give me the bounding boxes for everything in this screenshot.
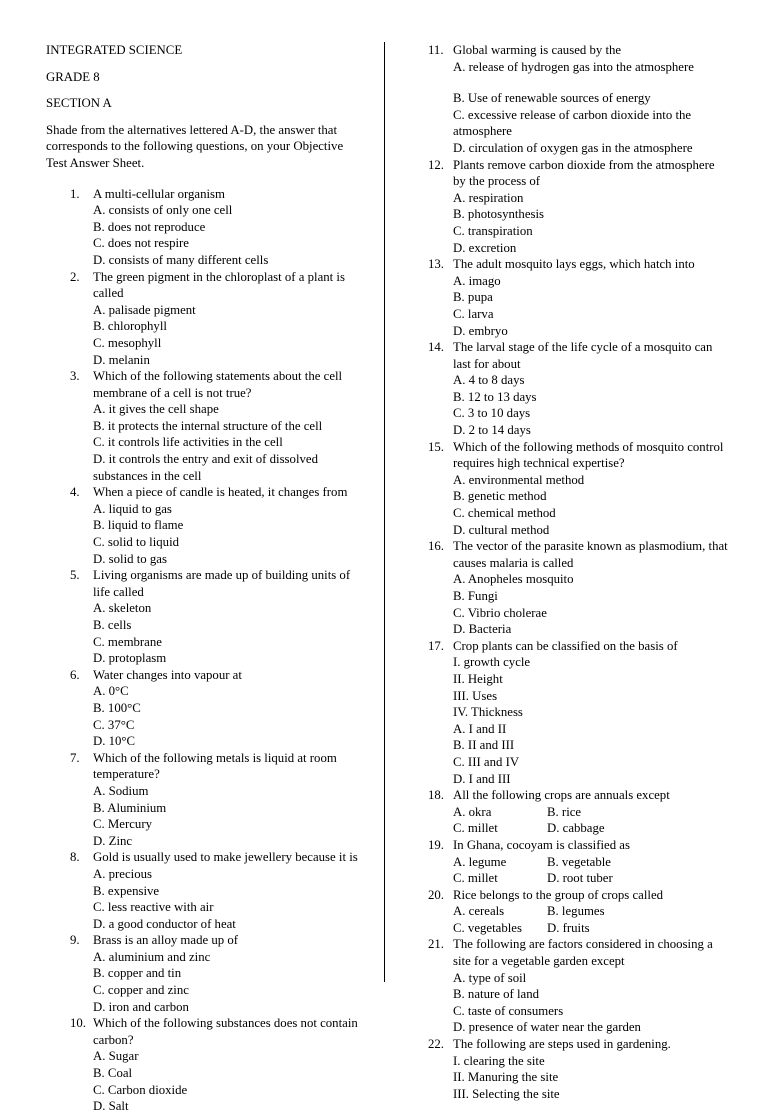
question-text: The adult mosquito lays eggs, which hatch into (453, 257, 695, 272)
answer-option: C. Mercury (93, 817, 152, 832)
question-7 (46, 750, 364, 850)
answer-option: D. embryo (453, 323, 508, 338)
answer-option: A. 0°C (93, 684, 129, 699)
answer-option: IV. Thickness (453, 705, 523, 720)
answer-option: A. imago (453, 273, 501, 288)
question-number: 14. (428, 340, 444, 355)
answer-option: B. Coal (93, 1066, 133, 1081)
question-text: Crop plants can be classified on the basis of (453, 638, 678, 653)
answer-option: A. respiration (453, 190, 524, 205)
answer-option: A. palisade pigment (93, 302, 196, 317)
answer-option: II. Manuring the site (453, 1070, 559, 1085)
answer-options (453, 804, 728, 837)
answer-option: A. 4 to 8 days (453, 373, 525, 388)
answer-option: C. chemical method (453, 506, 556, 521)
question-22 (428, 1036, 728, 1102)
answer-option: C. copper and zinc (93, 983, 189, 998)
question-2 (46, 269, 364, 369)
answer-option: D. protoplasm (93, 651, 167, 666)
question-text: A multi-cellular organism (93, 186, 225, 201)
answer-options (453, 273, 728, 339)
answer-option: D. root tuber (547, 871, 613, 886)
answer-option: C. less reactive with air (93, 900, 214, 915)
question-number: 1. (70, 186, 80, 201)
answer-options (93, 202, 364, 268)
answer-option: D. Zinc (93, 833, 133, 848)
question-number: 17. (428, 638, 444, 653)
answer-option: D. excretion (453, 240, 517, 255)
question-text: Water changes into vapour at (93, 667, 242, 682)
question-number: 9. (70, 933, 80, 948)
answer-options (453, 1053, 728, 1103)
answer-option: D. it controls the entry and exit of dissolved substances in the cell (93, 452, 318, 483)
question-number: 21. (428, 937, 444, 952)
answer-option: B. legumes (547, 904, 605, 919)
answer-option: B. II and III (453, 738, 515, 753)
question-number: 4. (70, 485, 80, 500)
question-5 (46, 567, 364, 667)
answer-option: C. Vibrio cholerae (453, 605, 547, 620)
left-column (46, 42, 364, 1115)
answer-option: B. genetic method (453, 489, 547, 504)
answer-option: D. fruits (547, 920, 590, 935)
answer-option: I. clearing the site (453, 1053, 545, 1068)
question-list-right (428, 42, 728, 1102)
answer-option: D. 2 to 14 days (453, 423, 531, 438)
question-number: 2. (70, 269, 80, 284)
answer-option: D. consists of many different cells (93, 252, 269, 267)
answer-option: C. solid to liquid (93, 535, 180, 550)
question-number: 5. (70, 568, 80, 583)
question-text: The vector of the parasite known as plasmodium, that causes malaria is called (453, 539, 728, 570)
question-number: 19. (428, 837, 444, 852)
question-number: 7. (70, 750, 80, 765)
question-1 (46, 186, 364, 269)
question-text: Which of the following methods of mosquito control requires high technical expertise? (453, 439, 724, 471)
question-number: 13. (428, 257, 444, 272)
question-number: 18. (428, 788, 444, 803)
answer-option: I. growth cycle (453, 655, 531, 670)
right-column (428, 42, 728, 1102)
answer-option: B. photosynthesis (453, 207, 545, 222)
answer-option: A. legume (453, 854, 507, 869)
answer-option: B. copper and tin (93, 966, 182, 981)
answer-options (453, 190, 728, 256)
answer-option: B. expensive (93, 883, 160, 898)
answer-option: B. does not reproduce (93, 219, 206, 234)
question-9 (46, 932, 364, 1015)
question-number: 22. (428, 1037, 444, 1052)
answer-option: A. Anopheles mosquito (453, 572, 574, 587)
question-6 (46, 667, 364, 750)
spacer (453, 75, 728, 90)
answer-option: C. it controls life activities in the cell (93, 435, 283, 450)
answer-option: D. presence of water near the garden (453, 1020, 641, 1035)
question-11 (428, 42, 728, 157)
answer-option: A. it gives the cell shape (93, 402, 219, 417)
answer-option: C. vegetables (453, 920, 522, 935)
answer-option: B. 12 to 13 days (453, 389, 537, 404)
answer-option: A. environmental method (453, 472, 585, 487)
answer-options (453, 571, 728, 637)
question-number: 6. (70, 667, 80, 682)
answer-option: B. vegetable (547, 854, 611, 869)
question-number: 11. (428, 43, 444, 57)
answer-option: A. okra (453, 804, 492, 819)
answer-options (453, 903, 728, 936)
answer-option: C. III and IV (453, 754, 520, 769)
answer-option: D. I and III (453, 771, 511, 786)
answer-option: C. membrane (93, 634, 162, 649)
answer-option: C. mesophyll (93, 335, 162, 350)
answer-option: A. precious (93, 866, 152, 881)
answer-option: D. melanin (93, 352, 150, 367)
instructions: Shade from the alternatives lettered A-D, the answer that corresponds to the following questions, on your Objective Test Answer Sheet. (46, 122, 344, 170)
question-text: In Ghana, cocoyam is classified as (453, 837, 630, 852)
answer-option: B. rice (547, 804, 582, 819)
answer-options (93, 1048, 364, 1114)
question-text: Rice belongs to the group of crops called (453, 887, 664, 902)
answer-option: B. 100°C (93, 700, 141, 715)
answer-option: D. 10°C (93, 734, 136, 749)
question-text: Global warming is caused by the (453, 43, 622, 57)
answer-option: III. Selecting the site (453, 1086, 560, 1101)
answer-option: A. Sodium (93, 783, 149, 798)
answer-option: A. cereals (453, 904, 505, 919)
answer-options (93, 866, 364, 932)
answer-option: B. liquid to flame (93, 518, 184, 533)
answer-option: D. cultural method (453, 522, 550, 537)
question-text: The following are factors considered in choosing a site for a vegetable garden except (453, 937, 713, 969)
question-text: When a piece of candle is heated, it changes from (93, 485, 348, 500)
answer-options (93, 683, 364, 749)
question-number: 15. (428, 439, 444, 454)
answer-option: C. millet (453, 821, 498, 836)
question-15 (428, 439, 728, 539)
question-17 (428, 638, 728, 787)
answer-options (93, 600, 364, 666)
column-divider (384, 42, 385, 982)
question-text: The larval stage of the life cycle of a mosquito can last for about (453, 340, 713, 371)
question-number: 10. (70, 1016, 86, 1031)
question-8 (46, 849, 364, 932)
question-text: Which of the following statements about the cell membrane of a cell is not true? (93, 369, 343, 400)
answer-option: C. millet (453, 871, 498, 886)
answer-option: III. Uses (453, 688, 498, 703)
question-10 (46, 1015, 364, 1115)
answer-option: D. Bacteria (453, 622, 512, 637)
answer-option: II. Height (453, 671, 503, 686)
answer-option: D. iron and carbon (93, 999, 189, 1014)
question-21 (428, 936, 728, 1036)
answer-options (453, 59, 728, 157)
answer-options (453, 854, 728, 887)
answer-option: B. Fungi (453, 589, 498, 603)
answer-option: C. larva (453, 306, 494, 321)
answer-option: D. a good conductor of heat (93, 916, 236, 931)
answer-option: A. consists of only one cell (93, 203, 233, 218)
question-12 (428, 157, 728, 257)
question-number: 20. (428, 887, 444, 902)
section-label: SECTION A (46, 96, 112, 111)
question-3 (46, 368, 364, 484)
question-13 (428, 256, 728, 339)
answer-option: B. Use of renewable sources of energy (453, 91, 651, 106)
answer-options (93, 401, 364, 484)
answer-option: D. solid to gas (93, 551, 167, 566)
question-14 (428, 339, 728, 439)
answer-option: B. pupa (453, 290, 493, 305)
answer-option: D. Salt (93, 1099, 129, 1114)
answer-option: A. Sugar (93, 1049, 139, 1064)
answer-option: A. I and II (453, 721, 507, 736)
question-20 (428, 887, 728, 937)
answer-option: B. nature of land (453, 987, 539, 1002)
answer-option: A. type of soil (453, 970, 527, 985)
answer-option: B. Aluminium (93, 800, 167, 815)
answer-option: A. release of hydrogen gas into the atmosphere (453, 59, 694, 74)
question-number: 12. (428, 157, 444, 172)
answer-option: C. does not respire (93, 236, 189, 251)
answer-option: A. aluminium and zinc (93, 949, 211, 964)
subject-title: INTEGRATED SCIENCE (46, 43, 183, 57)
question-text: Gold is usually used to make jewellery because it is (93, 850, 358, 865)
question-list-left (46, 186, 364, 1115)
answer-options (93, 302, 364, 368)
answer-option: C. excessive release of carbon dioxide into the atmosphere (453, 107, 692, 139)
question-text: Which of the following metals is liquid at room temperature? (93, 750, 337, 782)
question-16 (428, 538, 728, 638)
answer-option: C. transpiration (453, 223, 533, 238)
question-4 (46, 484, 364, 567)
answer-option: B. cells (93, 618, 132, 632)
answer-option: B. it protects the internal structure of the cell (93, 418, 323, 433)
answer-options (453, 970, 728, 1036)
answer-options (93, 783, 364, 849)
answer-option: D. circulation of oxygen gas in the atmosphere (453, 140, 693, 155)
answer-option: C. 3 to 10 days (453, 406, 531, 421)
answer-options (93, 501, 364, 567)
question-number: 3. (70, 369, 80, 384)
answer-option: A. liquid to gas (93, 501, 172, 516)
question-text: Living organisms are made up of building units of life called (93, 568, 351, 599)
answer-option: A. skeleton (93, 601, 152, 616)
answer-options (453, 472, 728, 538)
question-18 (428, 787, 728, 837)
question-text: Plants remove carbon dioxide from the atmosphere by the process of (453, 157, 715, 189)
question-number: 16. (428, 539, 444, 554)
answer-options (453, 372, 728, 438)
question-text: Brass is an alloy made up of (93, 933, 239, 948)
grade-label: GRADE 8 (46, 69, 100, 84)
question-number: 8. (70, 850, 80, 865)
question-text: The green pigment in the chloroplast of a plant is called (93, 269, 345, 301)
answer-option: C. Carbon dioxide (93, 1082, 188, 1097)
answer-option: D. cabbage (547, 821, 605, 836)
question-text: Which of the following substances does not contain carbon? (93, 1016, 358, 1047)
answer-option: C. taste of consumers (453, 1003, 564, 1018)
question-text: The following are steps used in gardening. (453, 1037, 671, 1052)
answer-options (453, 654, 728, 787)
question-text: All the following crops are annuals except (453, 788, 670, 803)
question-19 (428, 837, 728, 887)
answer-option: B. chlorophyll (93, 319, 167, 334)
answer-options (93, 949, 364, 1015)
answer-option: C. 37°C (93, 717, 135, 732)
